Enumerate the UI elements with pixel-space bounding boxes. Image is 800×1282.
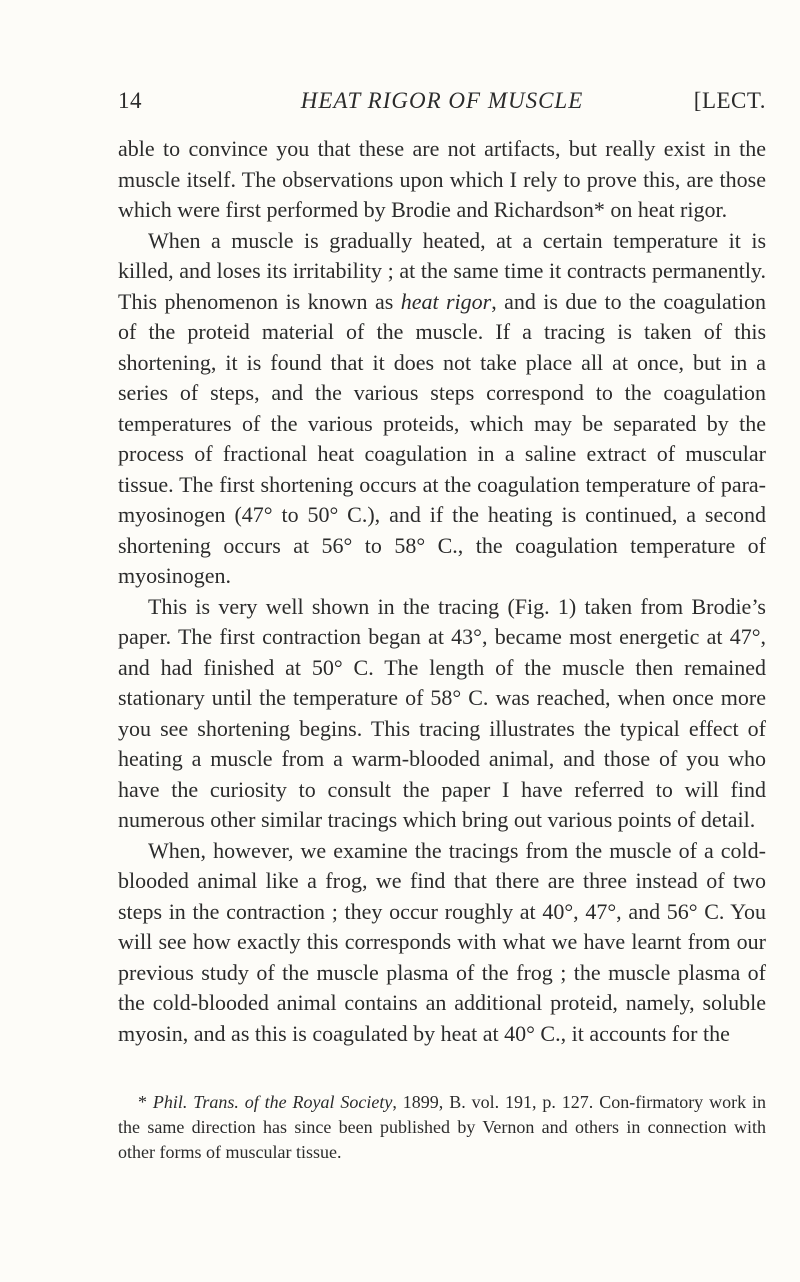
- page-number: 14: [118, 88, 142, 113]
- body-text: [118, 134, 766, 1049]
- italic-text: Phil. Trans. of the Royal Society: [152, 1092, 393, 1112]
- text-run: able to convince you that these are not artifacts, but really exist in the muscle itself. The observations upon which I rely to prove this, are those which were first performed by Brodie and Richardson* on heat rigor.: [118, 136, 766, 222]
- text-run: When a muscle is gradually heated, at a certain temperature it is killed, and loses its irritability ; at the same time it contracts permanently. This phenomenon is known as: [118, 227, 766, 314]
- paragraph: [118, 592, 766, 836]
- footnote: [118, 1090, 766, 1165]
- italic-text: heat rigor: [400, 288, 492, 314]
- text-run: When, however, we examine the tracings from the muscle of a cold-blooded animal like a frog, we find that there are three instead of two steps in the contraction ; they occur roughly at 40°, 47°, and 56° C. You will see how exactly this corresponds with what we have learnt from our previous study of the muscle plasma of the frog ; the muscle plasma of the cold-blooded animal contains an additional proteid, namely, soluble myosin, and as this is coagulated by heat at 40° C., it accounts for the: [118, 837, 766, 1046]
- section-marker: [LECT.: [693, 88, 766, 113]
- text-run: This is very well shown in the tracing (Fig. 1) taken from Brodie’s paper. The first contraction began at 43°, became most energetic at 47°, and had finished at 50° C. The length of the muscle then remained stationary until the temperature of 58° C. was reached, when once more you see shortening begins. This tracing illustrates the typical effect of heating a muscle from a warm-blooded animal, and those of you who have the curiosity to consult the paper I have referred to will find numerous other similar tracings which bring out various points of detail.: [118, 593, 766, 832]
- running-head: [118, 80, 766, 116]
- running-title: HEAT RIGOR OF MUSCLE: [300, 88, 584, 113]
- paragraph: [118, 836, 766, 1050]
- paragraph: [118, 134, 766, 226]
- paragraph: [118, 226, 766, 592]
- text-run: , and is due to the coagulation of the proteid material of the muscle. If a tracing is taken of this shortening, it is found that it does not take place all at once, but in a series of steps, and the various steps correspond to the coagulation temperatures of the various proteids, which may be separated by the process of fractional heat coagulation in a saline extract of muscular tissue. The first shortening occurs at the coagulation temperature of para-myosinogen (47° to 50° C.), and if the heating is continued, a second shortening occurs at 56° to 58° C., the coagulation temperature of myosinogen.: [118, 288, 766, 588]
- text-run: *: [138, 1092, 153, 1112]
- footnote-text: [118, 1090, 766, 1165]
- text-run: , 1899, B. vol. 191, p. 127. Con-firmatory work in the same direction has since been published by Vernon and others in connection with other forms of muscular tissue.: [118, 1092, 766, 1162]
